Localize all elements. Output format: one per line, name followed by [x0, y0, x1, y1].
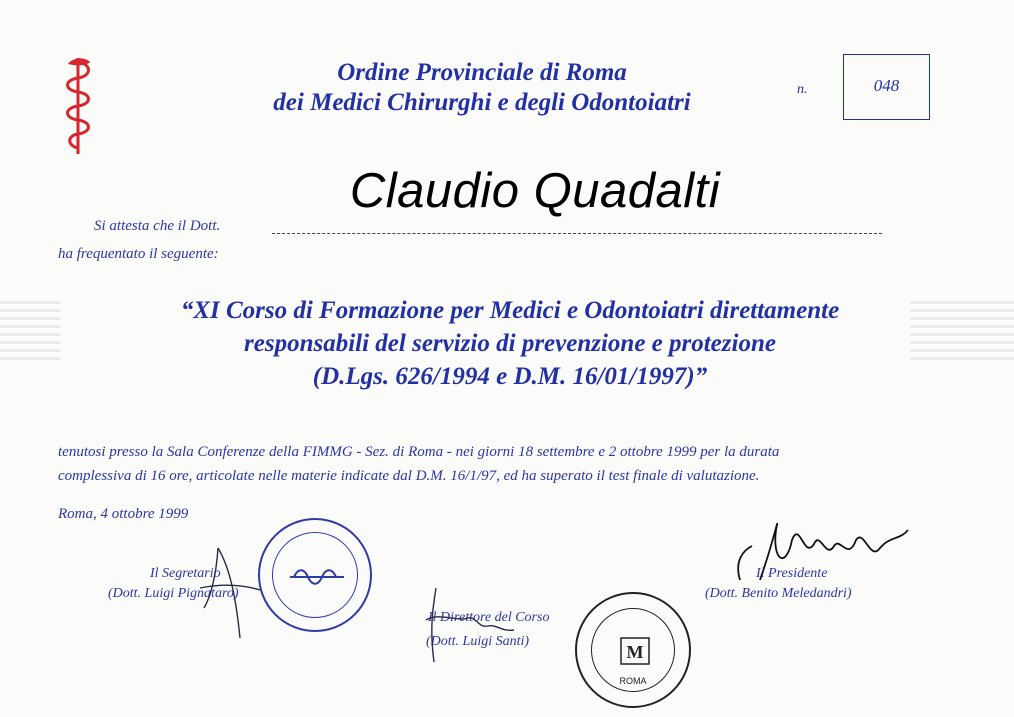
- order-stamp-emblem-icon: [288, 566, 346, 588]
- svg-text:M: M: [626, 642, 644, 662]
- attendance-statement: ha frequentato il seguente:: [58, 246, 219, 262]
- president-title: Il Presidente: [756, 566, 828, 581]
- fimmg-stamp-subtitle: [177, 594, 178, 595]
- director-signature: [418, 582, 528, 672]
- secretary-title: Il Segretario: [150, 566, 221, 581]
- order-stamp: [258, 518, 372, 632]
- organization-line-2: dei Medici Chirurghi e degli Odontoiatri: [273, 89, 691, 116]
- organization-line-1: Ordine Provinciale di Roma: [337, 59, 627, 86]
- president-signature: [730, 500, 920, 600]
- director-name: (Dott. Luigi Santi): [426, 634, 530, 649]
- name-underline: [272, 233, 882, 234]
- course-title-line-3: (D.Lgs. 626/1994 e D.M. 16/01/1997)”: [312, 363, 708, 390]
- fimmg-stamp: [575, 592, 691, 708]
- organization-title: [172, 58, 792, 118]
- secretary-name: (Dott. Luigi Pignataro): [108, 586, 239, 601]
- fimmg-stamp-city: ROMA: [619, 676, 647, 686]
- bleed-through-mark: [910, 296, 1014, 360]
- asclepius-emblem-icon: [58, 54, 100, 158]
- director-title: Il Direttore del Corso: [428, 610, 550, 625]
- course-details-line-1: tenutosi presso la Sala Conferenze della FIMMG - Sez. di Roma - nei giorni 18 settembre e 2 ottobre 1999 per la durata: [58, 444, 780, 460]
- course-details: [58, 440, 958, 488]
- certificate-number-label: n.: [797, 82, 808, 97]
- fimmg-stamp-emblem-icon: [617, 634, 653, 668]
- recipient-name: Claudio Quadalti: [349, 164, 721, 218]
- president-name: (Dott. Benito Meledandri): [705, 586, 852, 601]
- secretary-signature: [190, 538, 270, 642]
- course-title: [90, 294, 930, 393]
- bleed-through-mark: [0, 296, 60, 360]
- course-title-line-2: responsabili del servizio di prevenzione e protezione: [244, 330, 776, 357]
- place-date: Roma, 4 ottobre 1999: [58, 506, 189, 522]
- certificate-number: 048: [873, 76, 900, 95]
- attestation-intro: Si attesta che il Dott.: [94, 218, 221, 234]
- course-details-line-2: complessiva di 16 ore, articolate nelle materie indicate dal D.M. 16/1/97, ed ha superato il test finale di valutazione.: [58, 468, 760, 484]
- course-title-line-1: “XI Corso di Formazione per Medici e Odontoiatri direttamente: [180, 297, 840, 324]
